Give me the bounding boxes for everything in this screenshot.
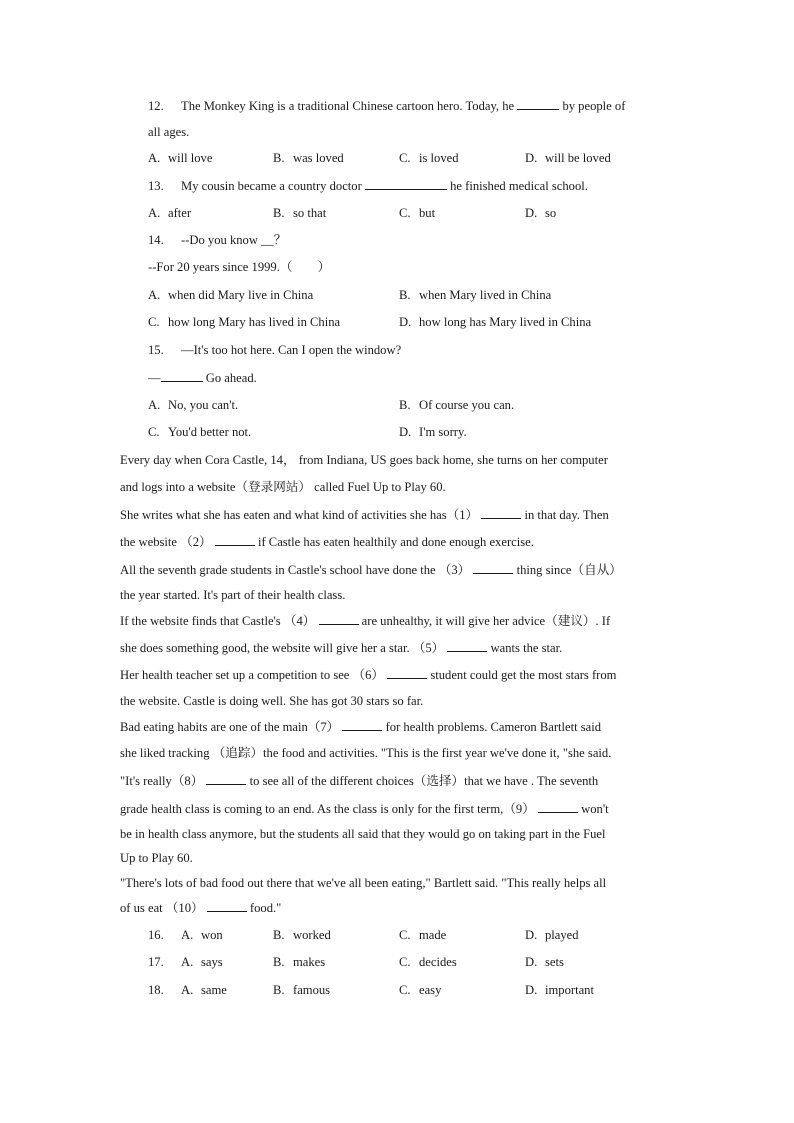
option-a: A. same: [181, 983, 227, 997]
answer-blank: [365, 177, 447, 190]
option-d: D. important: [525, 983, 594, 997]
option-b: B. so that: [273, 206, 327, 220]
option-c: C. is loved: [399, 151, 459, 165]
option-d: D. will be loved: [525, 151, 611, 165]
question-number: 14.: [148, 233, 164, 247]
cloze-blank-8: [206, 772, 246, 785]
passage-line: Her health teacher set up a competition to see （6） student could get the most stars from: [120, 668, 617, 682]
question-14-stem-line2: --For 20 years since 1999.（ ）: [148, 260, 331, 274]
option-c: C. decides: [399, 955, 457, 969]
passage-line: "It's really（8） to see all of the different choices（选择）that we have . The seventh: [120, 774, 599, 788]
question-15-stem-line2: — Go ahead.: [148, 371, 257, 385]
option-b: B. makes: [273, 955, 326, 969]
cloze-blank-7: [342, 718, 382, 731]
passage-line: and logs into a website（登录网站） called Fuel Up to Play 60.: [120, 480, 446, 494]
option-a: A. after: [148, 206, 192, 220]
passage-line: She writes what she has eaten and what kind of activities she has（1） in that day. Then: [120, 508, 609, 522]
answer-blank: [161, 369, 203, 382]
passage-line: she does something good, the website will give her a star. （5） wants the star.: [120, 641, 563, 655]
option-a: A. says: [181, 955, 223, 969]
cloze-blank-10: [207, 899, 247, 912]
option-d: D. how long has Mary lived in China: [399, 315, 592, 329]
passage-line: Every day when Cora Castle, 14， from Indiana, US goes back home, she turns on her computer: [120, 453, 608, 467]
passage-line: "There's lots of bad food out there that we've all been eating," Bartlett said. "This really helps all: [120, 876, 607, 890]
passage-line: All the seventh grade students in Castle's school have done the （3） thing since（自从）: [120, 563, 622, 577]
cloze-blank-9: [538, 800, 578, 813]
passage-line: she liked tracking （追踪）the food and activities. "This is the first year we've done it, "she said.: [120, 746, 612, 760]
cloze-blank-3: [473, 561, 513, 574]
option-b: B. Of course you can.: [399, 398, 515, 412]
question-number: 13.: [148, 179, 164, 193]
question-14-stem: 14. --Do you know __？: [148, 233, 287, 247]
cloze-question-17: 17.: [148, 955, 164, 969]
question-number: 12.: [148, 99, 164, 113]
option-a: A. won: [181, 928, 223, 942]
cloze-blank-1: [481, 506, 521, 519]
cloze-blank-5: [447, 639, 487, 652]
passage-line: be in health class anymore, but the students all said that they would go on taking part in the Fuel: [120, 827, 606, 841]
option-d: D. I'm sorry.: [399, 425, 467, 439]
option-d: D. sets: [525, 955, 564, 969]
passage-line: the website （2） if Castle has eaten healthily and done enough exercise.: [120, 535, 534, 549]
cloze-question-18: 18.: [148, 983, 164, 997]
option-c: C. but: [399, 206, 436, 220]
answer-blank: [517, 97, 559, 110]
cloze-blank-2: [215, 533, 255, 546]
option-c: C. easy: [399, 983, 442, 997]
passage-line: grade health class is coming to an end. As the class is only for the first term,（9） won't: [120, 802, 609, 816]
option-c: C. made: [399, 928, 447, 942]
question-15-stem: 15. —It's too hot here. Can I open the window?: [148, 343, 402, 357]
passage-line: Up to Play 60.: [120, 851, 193, 865]
cloze-blank-4: [319, 612, 359, 625]
option-a: A. will love: [148, 151, 213, 165]
option-d: D. played: [525, 928, 579, 942]
option-c: C. how long Mary has lived in China: [148, 315, 341, 329]
question-12-stem-continued: all ages.: [148, 125, 190, 139]
question-number: 15.: [148, 343, 164, 357]
option-b: B. worked: [273, 928, 331, 942]
cloze-question-16: 16.: [148, 928, 164, 942]
passage-line: If the website finds that Castle's （4） are unhealthy, it will give her advice（建议）. If: [120, 614, 611, 628]
option-d: D. so: [525, 206, 557, 220]
question-13-stem: 13. My cousin became a country doctor he finished medical school.: [148, 179, 588, 193]
passage-line: the website. Castle is doing well. She has got 30 stars so far.: [120, 694, 424, 708]
question-12-stem: 12. The Monkey King is a traditional Chinese cartoon hero. Today, he by people of: [148, 99, 626, 113]
passage-line: the year started. It's part of their health class.: [120, 588, 346, 602]
option-c: C. You'd better not.: [148, 425, 252, 439]
passage-line: of us eat （10） food.": [120, 901, 282, 915]
option-a: A. No, you can't.: [148, 398, 239, 412]
cloze-blank-6: [387, 666, 427, 679]
option-a: A. when did Mary live in China: [148, 288, 314, 302]
passage-line: Bad eating habits are one of the main（7） for health problems. Cameron Bartlett said: [120, 720, 602, 734]
option-b: B. famous: [273, 983, 331, 997]
option-b: B. was loved: [273, 151, 344, 165]
option-b: B. when Mary lived in China: [399, 288, 552, 302]
